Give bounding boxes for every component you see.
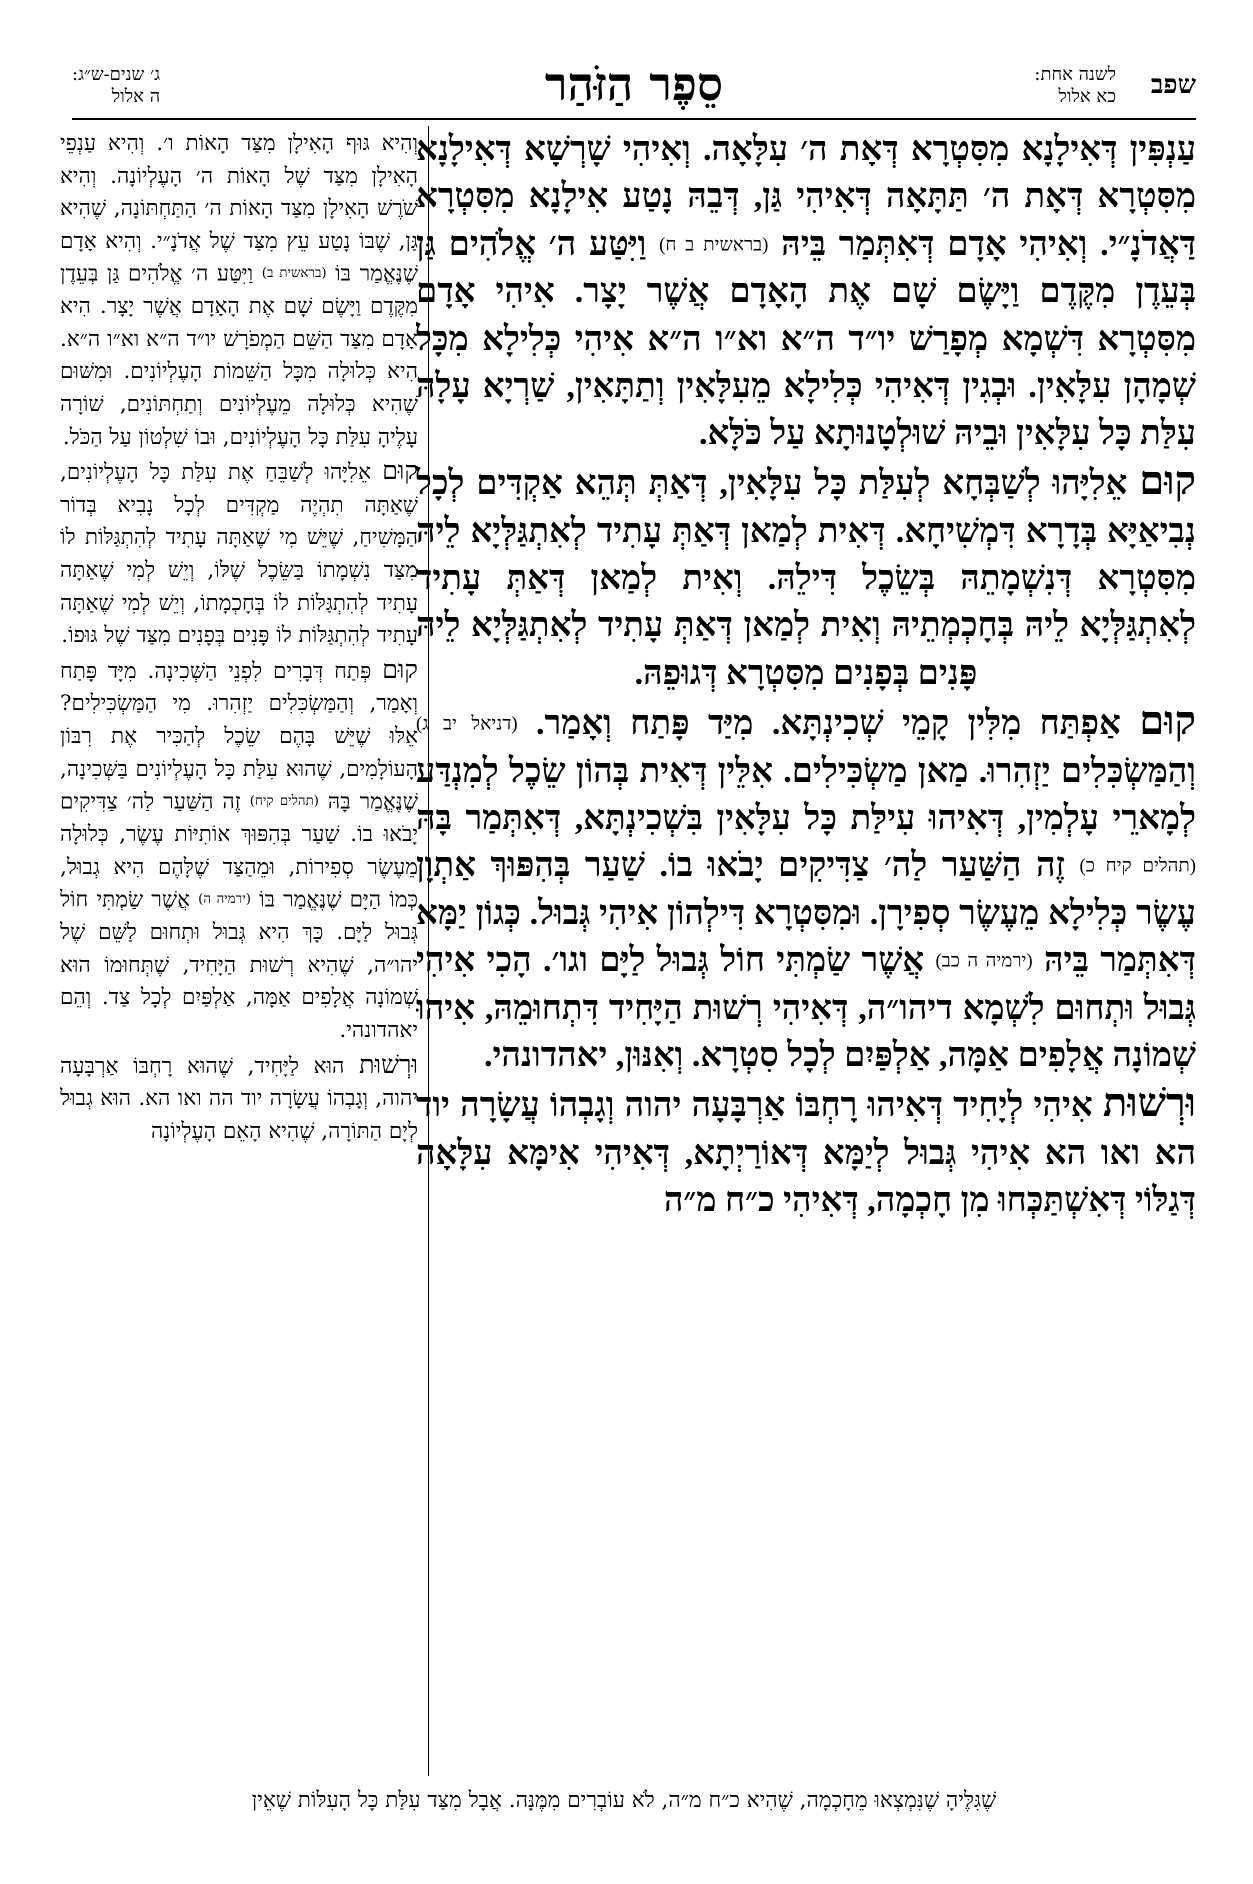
main-p3-text-d: אֲשֶׁר שַׂמְתִּי חוֹל גְּבוּל לַיָּם וגו׳. הָכִי אִיהִי גְּבוּל וּתְחוּם לִשְׁמָא דיהו״ה, דְּאִיהִי רְשׁוּת הַיָּחִיד דִּתְחוּמֵהּ, אִיהוּ שְׁמוֹנָה אֲלָפִים אַמָּה, אַלְפַּיִם לְכָל סִטְרָא. וְאִנּוּן, יאהדונהי. [416, 942, 1196, 1074]
translation-column [60, 128, 418, 1783]
main-paragraph-1 [416, 126, 1196, 457]
footer-continuation-line: שֶׁגִּלֶּיהָ שֶׁנִּמְצְאוּ מֵחָכְמָה, שֶׁהִיא כ״ח מ״ה, לֹא עוֹבְרִים מִמֶּנָּה. אֲבָל מִצַּד עִלַּת כָּל הָעִלּוֹת שֶׁאֵין [251, 1788, 997, 1813]
side-p3-text-b: זֶה הַשַּׁעַר לַה׳ צַדִּיקִים יָבֹאוּ בוֹ. שַׁעַר בְּהִפּוּךְ אוֹתִיּוֹת עֶשֶׂר, כְּלוּלָה מֵעֶשֶׂר סְפִירוֹת, וּמֵהַצַּד שֶׁלָּהֶם הִיא גְבוּל, כְּמוֹ הַיָּם שֶׁנֶּאֱמַר בּוֹ [60, 789, 418, 913]
main-p3-text-a: אַפְתַּח מִלִּין קָמֵי שְׁכִינְתָּא. מִיַּד פָּתַח וְאָמַר. [535, 704, 1121, 742]
main-p3-text-c: זֶה הַשַּׁעַר לַה׳ צַדִּיקִים יָבֹאוּ בוֹ. שַׁעַר בְּהִפּוּךְ אַתְוָן עֶשֶׂר כְּלִילָא מֵעֶשֶׂר סְפִירָן. וּמִסִּטְרָא דִּילְהוֹן אִיהִי גְּבוּל. כְּגוֹן יַמָּא דְּאִתְּמַר בֵּיהּ [416, 847, 1196, 980]
side-p2-text: אֵלִיָּהוּ לְשַׁבֵּחַ אֶת עִלַּת כָּל הָעֶלְיוֹנִים, שֶׁאַתָּה תִהְיֶה מַקְדִּים לְכָל נָבִיא בְּדוֹר הַמָּשִׁיחַ, שֶׁיֵּשׁ מִי שֶׁאַתָּה עָתִיד לְהִתְגַּלּוֹת לוֹ מִצַּד נִשְׁמָתוֹ בַּשֵּׂכֶל שֶׁלּוֹ, וְיֵשׁ לְמִי שֶׁאַתָּה עָתִיד לְהִתְגַּלּוֹת לוֹ בְּחָכְמָתוֹ, וְיֵשׁ לְמִי שֶׁאַתָּה עָתִיד לְהִתְגַּלּוֹת לוֹ פָּנִים בְּפָנִים מִצַּד שֶׁל גּוּפוֹ. [60, 460, 418, 649]
main-p3-citation-1: (דניאל יב ג) [416, 713, 518, 735]
main-text-column [416, 126, 1196, 1781]
side-p4-lead-word: וּרְשׁוּת [359, 1048, 418, 1079]
side-p3-citation-1: (תהלים קיח) [249, 794, 319, 810]
header-divider [72, 118, 1196, 120]
main-p4-lead-word: וּרְשׁוּת [1102, 1080, 1196, 1126]
side-p3-lead-word: קוּם [382, 653, 418, 684]
page-number: שפב [1150, 70, 1196, 100]
side-p2-lead-word: קוּם [382, 455, 418, 486]
main-p1-text-a: עַנְפִּין דְּאִילָנָא מִסִּטְרָא דְּאָת ה׳ עִלָּאָה. וְאִיהִי שָׁרְשָׁא דְּאִילָנָא מִסִּטְרָא דְּאָת ה׳ תַּתָּאָה דְּאִיהִי גַּן, דְּבֵהּ נָטַע אִילָנָא מִסִּטְרָא דַּאֲדֹנָ״י. וְאִיהִי אָדָם דְּאִתְּמַר בֵּיהּ [416, 131, 1196, 263]
side-paragraph-2 [60, 454, 418, 653]
side-p3-citation-2: (ירמיה ה) [198, 892, 251, 908]
side-paragraph-4 [60, 1048, 418, 1149]
side-paragraph-1 [60, 128, 418, 454]
book-title: סֵפֶר הַזֹּהַר [544, 57, 724, 111]
main-paragraph-2 [416, 457, 1196, 696]
side-paragraph-3 [60, 653, 418, 1048]
main-paragraph-3 [416, 697, 1196, 1079]
side-p3-text-c: אֲשֶׁר שַׂמְתִּי חוֹל גְּבוּל לַיָּם. כָּךְ הִיא גְּבוּל וּתְחוּם לַשֵּׁם שֶׁל יהו״ה, שֶׁהִיא רְשׁוּת הַיָּחִיד, שֶׁתְּחוּמוֹ הוּא שְׁמוֹנָה אֲלָפִים אַמָּה, אַלְפַּיִם לְכָל צַד. וְהֵם יאהדונהי. [60, 887, 418, 1044]
main-p4-text: אִיהִי לְיָחִיד דְּאִיהוּ רָחְבּוֹ אַרְבָּעָה יהוה וְגָבְהוֹ עֲשָׂרָה יוד הא ואו הא אִיהִי גְּבוּל לְיַמָּא דְּאוֹרַיְתָא, דְּאִיהִי אִימָּא עִלָּאָה דְּגַלּוֹי דְּאִשְׁתַּכְּחוּ מִן חָכְמָה, דְּאִיהִי כ״ח מ״ה [416, 1087, 1196, 1219]
main-p1-text-b: וַיִּטַּע ה׳ אֱלֹהִים גַּן בְּעֵדֶן מִקֶּדֶם וַיָּשֶׂם שָׁם אֶת הָאָדָם אֲשֶׁר יָצָר. אִיהִי אָדָם מִסִּטְרָא דִּשְׁמָא מְפָרַשׁ יו״ד ה״א וא״ו ה״א אִיהִי כְּלִילָא מִכָּל שְׁמָהָן עִלָּאִין. וּבְגִין דְּאִיהִי כְּלִילָא מֵעִלָּאִין וְתַתָּאִין, שַׁרְיָא עָלָהּ עִלַּת כָּל עִלָּאִין וּבֵיהּ שׁוּלְטָנוּתָא עַל כֹּלָּא. [416, 225, 1196, 453]
main-p2-lead-word: קוּם [1139, 458, 1196, 504]
header-schedule-label: לשנה אחת: [1034, 64, 1116, 85]
side-p1-citation: (בראשית ב) [261, 266, 327, 282]
column-divider [428, 126, 429, 1776]
side-p1-text-b: וַיִּטַּע ה׳ אֱלֹהִים גַּן בְּעֵדֶן מִקֶּדֶם וַיָּשֶׂם שָׁם אֶת הָאָדָם אֲשֶׁר יָצָר. הִיא אָדָם מִצַּד הַשֵּׁם הַמְפֹרָשׁ יו״ד ה״א וא״ו ה״א. הִיא כְּלוּלָה מִכָּל הַשֵּׁמוֹת הָעֶלְיוֹנִים. וּמִשּׁוּם שֶׁהִיא כְּלוּלָה מֵעֶלְיוֹנִים וְתַחְתּוֹנִים, שׁוֹרָה עָלֶיהָ עִלַּת כָּל הָעֶלְיוֹנִים, וּבוֹ שִׁלְטוֹן עַל הַכֹּל. [60, 261, 418, 450]
main-p2-text: אֵלִיָּהוּ לְשַׁבְּחָא לְעִלַּת כָּל עִלָּאִין, דְּאַתְּ תְּהֵא אַקְדִּים לְכָל נְבִיאַיָּא בְּדָרָא דִּמְשִׁיחָא. דְּאִית לְמַאן דְּאַתְּ עָתִיד לְאִתְגַּלְּיָא לֵיהּ מִסִּטְרָא דְּנִשְׁמָתֵהּ בְּשֵׂכֶל דִּילֵהּ. וְאִית לְמַאן דְּאַתְּ עָתִיד לְאִתְגַּלְּיָא לֵיהּ בְּחָכְמְתֵיהּ וְאִית לְמַאן דְּאַתְּ עָתִיד לְאִתְגַּלְּיָא לֵיהּ פָּנִים בְּפָנִים מִסִּטְרָא דְּגוּפֵהּ. [416, 465, 1196, 692]
header-schedule-date: כא אלול [1058, 86, 1116, 107]
side-p1-text-a: וְהִיא גּוּף הָאִילָן מִצַּד הָאוֹת ו׳. וְהִיא עַנְפֵי הָאִילָן מִצַּד שֶׁל הָאוֹת ה׳ הָעֶלְיוֹנָה. וְהִיא שֹׁרֶשׁ הָאִילָן מִצַּד הָאוֹת ה׳ הַתַּחְתּוֹנָה, שֶׁהִיא גַּן, שֶׁבּוֹ נָטַע עֵץ מִצַּד שֶׁל אֲדֹנָ״י. וְהִיא אָדָם שֶׁנֶּאֱמַר בּוֹ [60, 131, 418, 287]
side-p4-text: הוּא לַיָּחִיד, שֶׁהוּא רָחְבּוֹ אַרְבָּעָה יהוה, וְגָבְהוֹ עֲשָׂרָה יוד הה ואו הא. הוּא גְבוּל לְיָם הַתּוֹרָה, שֶׁהִיא הָאֵם הָעֶלְיוֹנָה [60, 1053, 418, 1144]
header-schedule-label-3y: ג׳ שנים-ש״ג: [72, 64, 161, 85]
main-p3-citation-3: (ירמיה ה כב) [935, 950, 1033, 972]
header-schedule-date-3y: ה אלול [111, 86, 161, 107]
main-p1-citation: (בראשית ב ח) [659, 233, 769, 255]
main-p3-text-b: וְהַמַּשְׂכִּלִים יַזְהִרוּ. מַאן מַשְׂכִּילִים. אִלֵּין דְּאִית בְּהוֹן שֵׂכֶל לְמִנְדַּע לְמָארֵי עָלְמִין, דְּאִיהוּ עִילַּת כָּל עִלָּאִין בִּשְׁכִינְתָּא, דְּאִתְּמַר בָּהּ [416, 752, 1196, 837]
main-p3-citation-2: (תהלים קיח כ) [1079, 855, 1196, 877]
main-p3-lead-word: קוּם [1139, 697, 1196, 743]
page-header [72, 58, 1196, 114]
header-schedule-three-years [72, 64, 160, 108]
side-p3-text-a: פְּתַח דְּבָרִים לִפְנֵי הַשְּׁכִינָה. מִיָּד פָּתַח וְאָמַר, וְהַמַּשְׂכִּלִים יַזְהִרוּ. מִי הַמַּשְׂכִּילִים? אֵלּוּ שֶׁיֵּשׁ בָּהֶם שֵׂכֶל לְהַכִּיר אֶת רִבּוֹן הָעוֹלָמִים, שֶׁהוּא עִלַּת כָּל הָעֶלְיוֹנִים בַּשְּׁכִינָה, שֶׁנֶּאֱמַר בָּהּ [60, 658, 418, 815]
main-paragraph-4 [416, 1079, 1196, 1224]
